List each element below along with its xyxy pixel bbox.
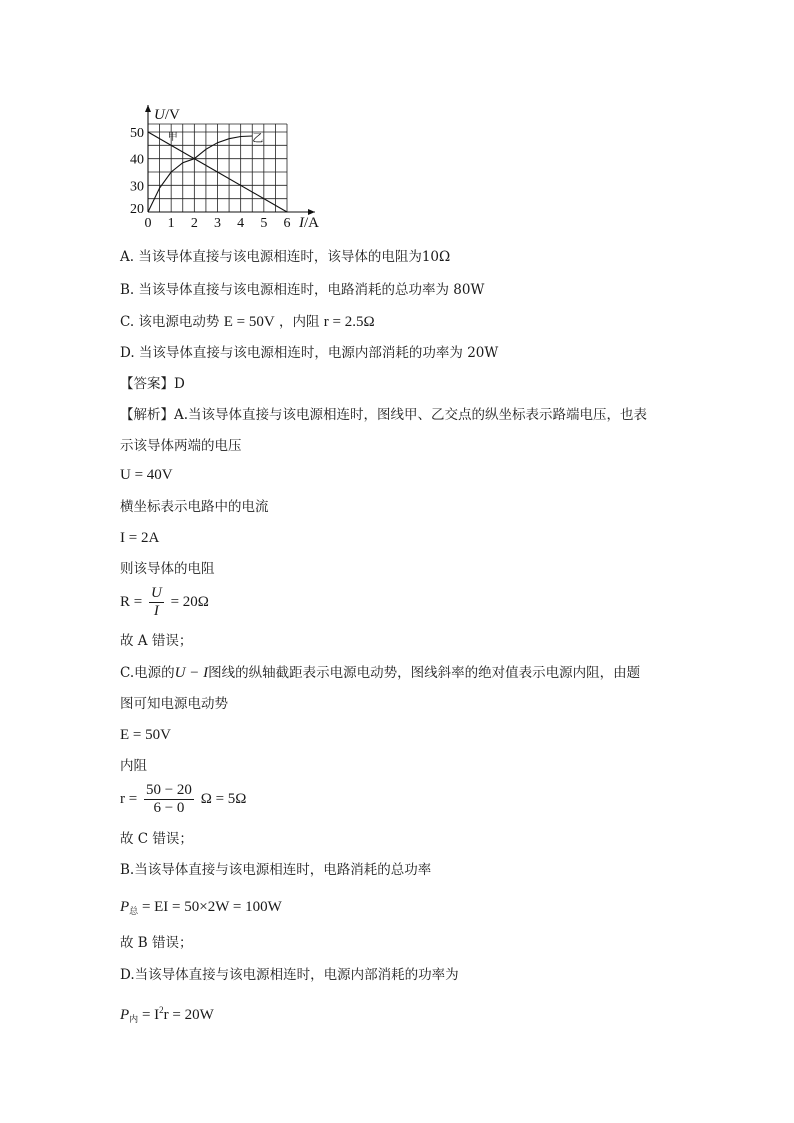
x-tick-label: 5 [260, 216, 268, 231]
option-d: D. 当该导体直接与该电源相连时，电源内部消耗的功率为 20W [120, 345, 499, 361]
analysis-p4: C.电源的U − I图线的纵轴截距表示电源电动势，图线斜率的绝对值表示电源内阻，由题 [120, 665, 641, 681]
y-axis-label: U/V [154, 107, 180, 123]
wrong-b: 故 B 错误； [120, 935, 193, 951]
analysis-p4b: 图可知电源电动势 [120, 696, 228, 712]
y-tick-label: 50 [130, 126, 144, 141]
x-axis-label: I/A [299, 215, 319, 231]
x-tick-label: 2 [190, 216, 198, 231]
option-b: B. 当该导体直接与该电源相连时，电路消耗的总功率为 80W [120, 282, 485, 298]
eq-e: E = 50V [120, 727, 171, 743]
answer-label: 【答案】 [120, 376, 174, 392]
option-c [120, 313, 375, 331]
option-c-mid: ，内阻 [279, 314, 320, 330]
wrong-a: 故 A 错误； [120, 633, 193, 649]
x-tick-label: 1 [167, 216, 175, 231]
eq-i: I = 2A [120, 530, 160, 546]
answer [120, 375, 185, 393]
eq-r-den: I [153, 603, 159, 619]
analysis-p3: 则该导体的电阻 [120, 561, 215, 577]
x-tick-label: 4 [237, 216, 245, 231]
series-label-jia: 甲 [167, 132, 178, 143]
wrong-c: 故 C 错误； [120, 831, 193, 847]
eq-u: U = 40V [120, 467, 173, 483]
y-tick-label: 30 [130, 179, 144, 195]
analysis-label: 【解析】 [120, 407, 174, 423]
u-i-chart [110, 100, 350, 235]
option-c-emf: E = 50V [223, 314, 275, 330]
analysis-p6: B.当该导体直接与该电源相连时，电路消耗的总功率 [120, 862, 432, 878]
eq-r2-den: 6 − 0 [153, 800, 185, 816]
eq-internal-resistance: r = $\frac{50 - 20}{6 - 0}$ Ω = 5Ω [120, 782, 247, 816]
answer-value: D [174, 376, 185, 392]
x-tick-label: 0 [144, 216, 152, 231]
analysis-p7: D.当该导体直接与该电源相连时，电源内部消耗的功率为 [120, 967, 459, 983]
x-tick-label: 3 [214, 216, 221, 231]
eq-resistance: R = $\frac{U}{I}$ = 20Ω [120, 585, 209, 619]
analysis-p1: 【解析】A.当该导体直接与该电源相连时，图线甲、乙交点的纵坐标表示路端电压，也表 [120, 407, 648, 423]
y-axis-arrow [145, 105, 151, 112]
eq-r2-num: 50 − 20 [145, 782, 192, 798]
option-c-text: C. 该电源电动势 [120, 314, 220, 330]
series-yi-curve [148, 136, 252, 212]
eq-internal-power: $P_内 = I^2r = 20W$ [120, 1005, 214, 1024]
x-tick-label: 6 [283, 216, 291, 231]
y-tick-label: 40 [130, 152, 144, 168]
analysis-p5: 内阻 [120, 758, 147, 774]
option-c-r: r = 2.5Ω [323, 314, 375, 330]
analysis-p1b: 示该导体两端的电压 [120, 438, 242, 454]
option-a: A. 当该导体直接与该电源相连时，该导体的电阻为10Ω [120, 249, 451, 265]
eq-total-power: $P_总$ = EI = 50×2W = 100W [120, 899, 282, 916]
eq-r-num: U [150, 585, 162, 601]
y-tick-label: 20 [130, 202, 144, 217]
series-label-yi: 乙 [252, 132, 264, 145]
analysis-p2: 横坐标表示电路中的电流 [120, 499, 269, 515]
